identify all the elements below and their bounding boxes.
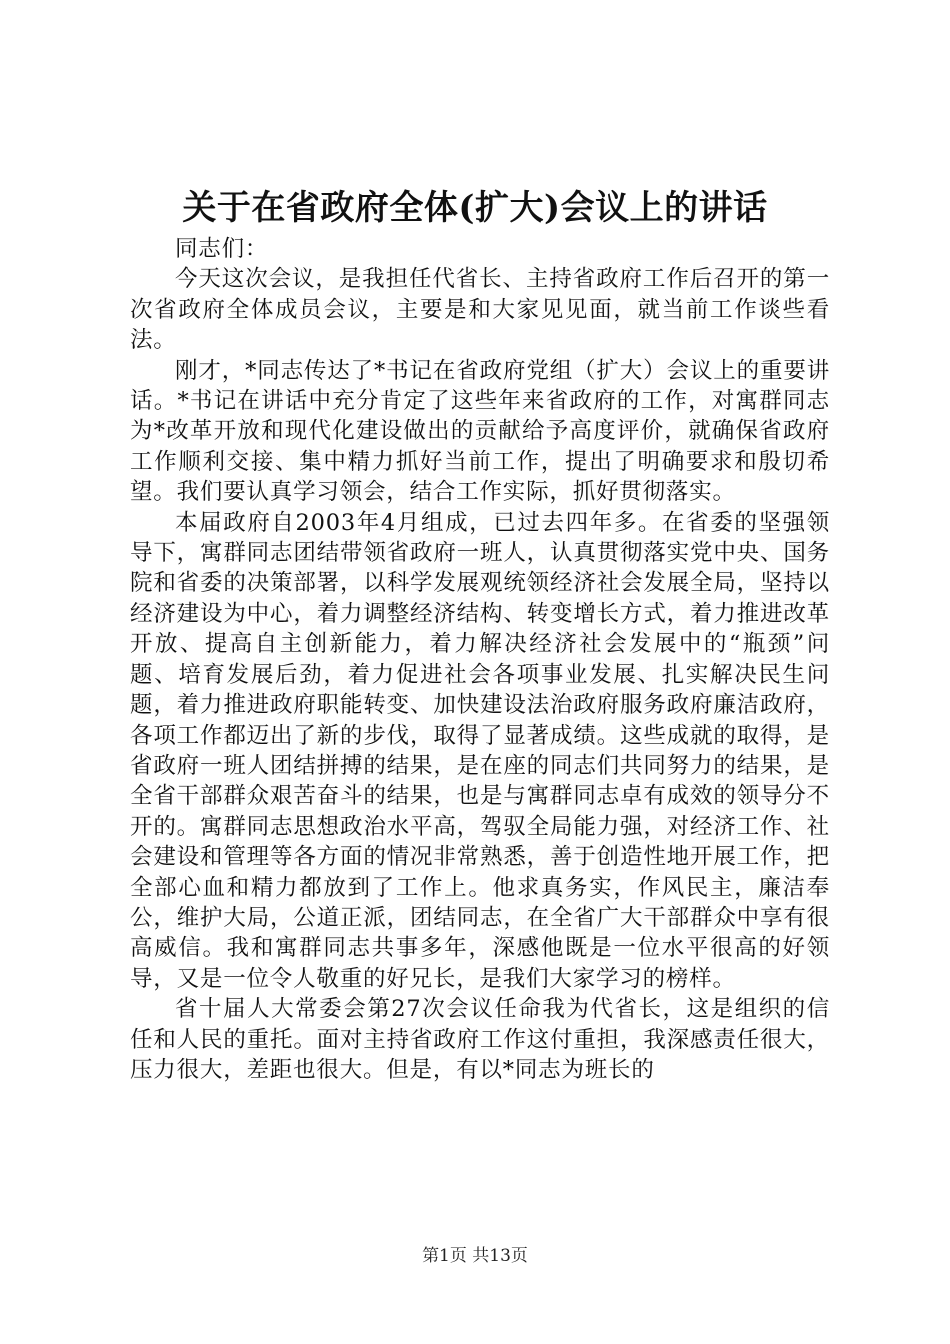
paragraph-4: 省十届人大常委会第27次会议任命我为代省长，这是组织的信任和人民的重托。面对主持省政府工作这付重担，我深感责任很大，压力很大，差距也很大。但是，有以*同志为班长的	[130, 996, 830, 1083]
paragraph-2: 刚才，*同志传达了*书记在省政府党组（扩大）会议上的重要讲话。*书记在讲话中充分肯定了这些年来省政府的工作，对寓群同志为*改革开放和现代化建设做出的贡献给予高度评价，就确保省政府工作顺利交接、集中精力抓好当前工作，提出了明确要求和殷切希望。我们要认真学习领会，结合工作实际，抓好贯彻落实。	[130, 357, 830, 506]
paragraph-1: 今天这次会议，是我担任代省长、主持省政府工作后召开的第一次省政府全体成员会议，主要是和大家见见面，就当前工作谈些看法。	[130, 266, 830, 354]
page-number-footer: 第1页 共13页	[422, 1246, 528, 1266]
greeting-line: 同志们：	[175, 236, 269, 262]
document-title: 关于在省政府全体(扩大)会议上的讲话	[182, 188, 768, 228]
document-body	[130, 234, 830, 1085]
paragraph-3: 本届政府自2003年4月组成，已过去四年多。在省委的坚强领导下，寓群同志团结带领省政府一班人，认真贯彻落实党中央、国务院和省委的决策部署，以科学发展观统领经济社会发展全局，坚持以经济建设为中心，着力调整经济结构、转变增长方式，着力推进改革开放、提高自主创新能力，着力解决经济社会发展中的“瓶颈”问题、培育发展后劲，着力促进社会各项事业发展、扎实解决民生问题，着力推进政府职能转变、加快建设法治政府服务政府廉洁政府，各项工作都迈出了新的步伐，取得了显著成绩。这些成就的取得，是省政府一班人团结拼搏的结果，是在座的同志们共同努力的结果，是全省干部群众艰苦奋斗的结果，也是与寓群同志卓有成效的领导分不开的。寓群同志思想政治水平高，驾驭全局能力强，对经济工作、社会建设和管理等各方面的情况非常熟悉，善于创造性地开展工作，把全部心血和精力都放到了工作上。他求真务实，作风民主，廉洁奉公，维护大局，公道正派，团结同志，在全省广大干部群众中享有很高威信。我和寓群同志共事多年，深感他既是一位水平很高的好领导，又是一位令人敬重的好兄长，是我们大家学习的榜样。	[130, 509, 830, 992]
